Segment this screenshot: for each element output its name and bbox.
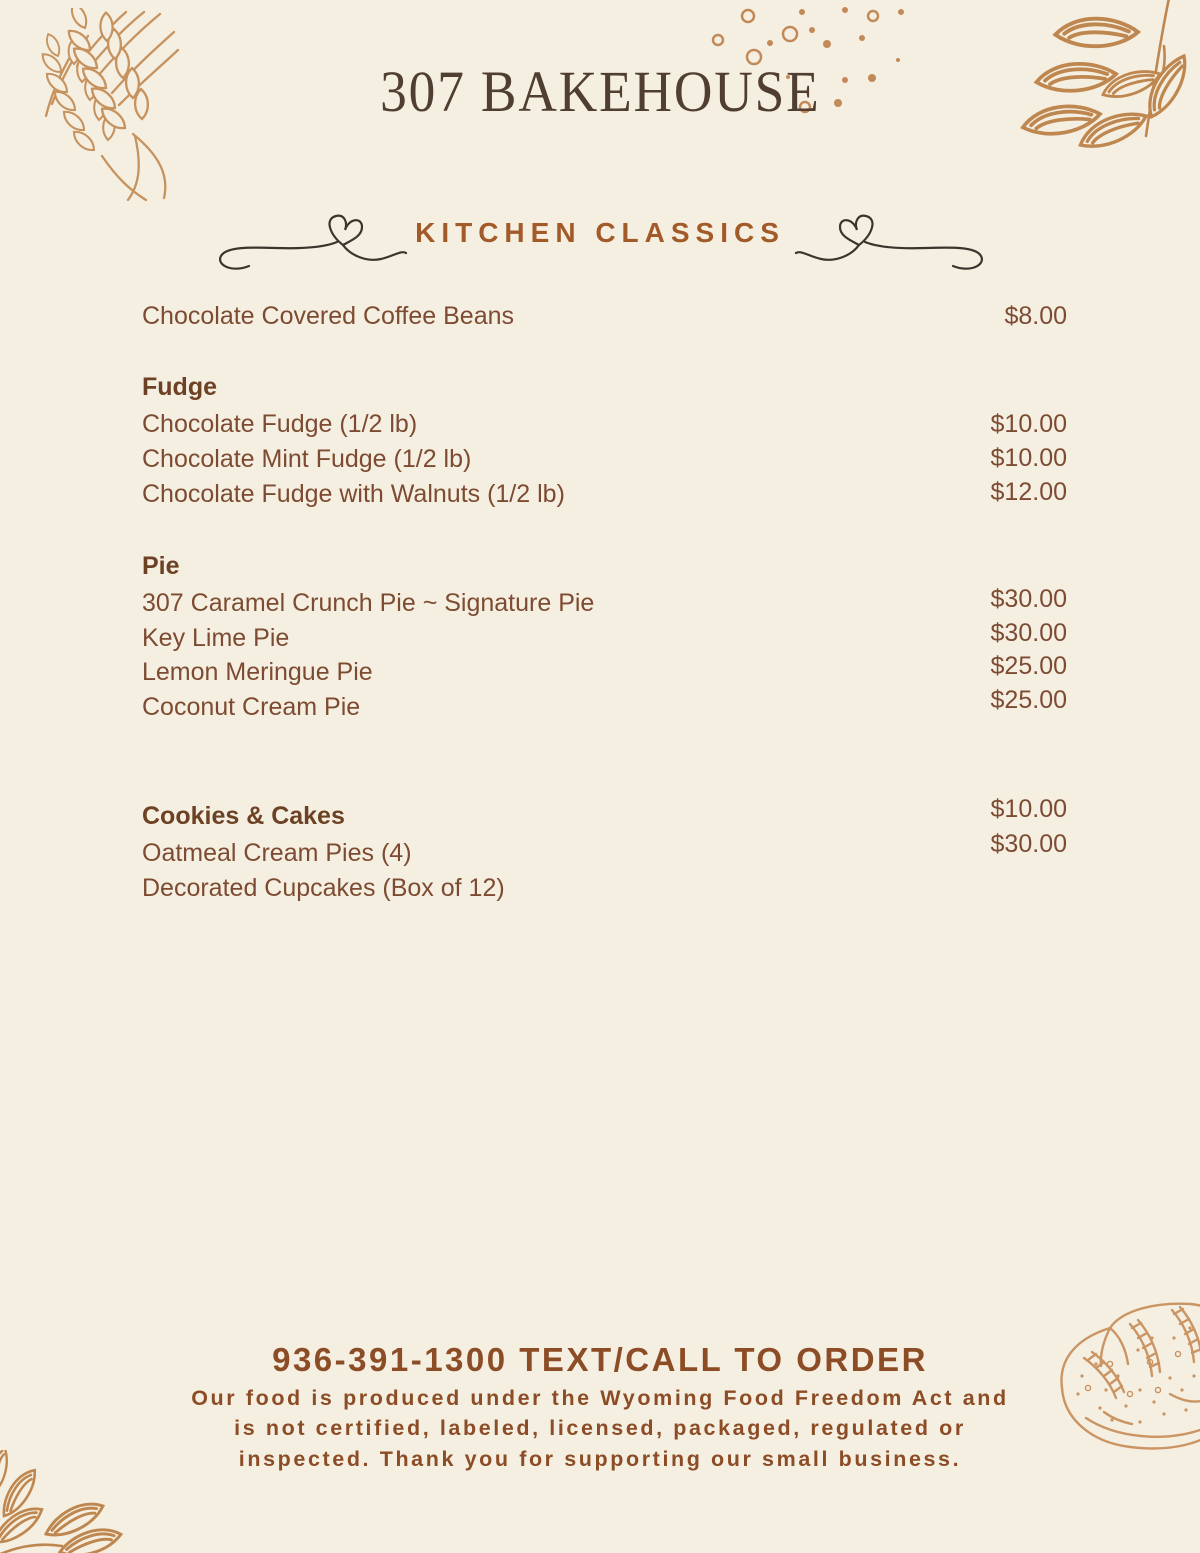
disclaimer-line: Our food is produced under the Wyoming Food Freedom Act and	[191, 1386, 1009, 1410]
menu-item-name: Key Lime Pie	[142, 623, 290, 652]
section-prices	[1004, 299, 1067, 334]
menu-section-pie	[142, 549, 1067, 724]
menu-item-name: Chocolate Fudge with Walnuts (1/2 lb)	[142, 480, 565, 508]
section-title: Pie	[142, 552, 180, 580]
section-banner: KITCHEN CLASSICS	[415, 217, 785, 248]
heart-flourish-right-icon	[794, 203, 990, 273]
menu-item-price: $25.00	[990, 652, 1067, 681]
page-title-wrap	[0, 59, 1200, 124]
menu-item-price: $25.00	[990, 685, 1067, 714]
section-items	[142, 407, 1067, 512]
menu-item-price: $30.00	[990, 585, 1067, 613]
disclaimer-line: is not certified, labeled, licensed, packaged, regulated or	[234, 1416, 966, 1441]
section-title: Cookies & Cakes	[142, 802, 345, 830]
menu-item-price: $10.00	[990, 795, 1067, 823]
menu-item-name: Coconut Cream Pie	[142, 692, 361, 721]
menu-item-name: Chocolate Covered Coffee Beans	[142, 302, 514, 330]
menu-item-price: $10.00	[990, 410, 1067, 438]
bread-loaf-illustration	[1052, 1296, 1200, 1471]
menu-item-name: Decorated Cupcakes (Box of 12)	[142, 874, 505, 902]
menu-item-price: $10.00	[990, 444, 1067, 472]
section-prices	[991, 407, 1067, 509]
leaf-corner-illustration	[0, 1450, 144, 1553]
order-phone-line: 936-391-1300 TEXT/CALL TO ORDER	[272, 1341, 928, 1378]
menu-item-price: $12.00	[990, 478, 1067, 506]
section-items	[142, 586, 1067, 724]
menu-item-name: Chocolate Fudge (1/2 lb)	[142, 410, 418, 438]
menu-section-fudge	[142, 370, 1067, 512]
disclaimer-text	[0, 1383, 1200, 1474]
menu-item-price: $30.00	[990, 618, 1067, 647]
section-prices	[991, 583, 1067, 717]
menu-item-name: 307 Caramel Crunch Pie ~ Signature Pie	[142, 589, 595, 617]
menu-item-name: Chocolate Mint Fudge (1/2 lb)	[142, 445, 472, 473]
section-items	[142, 299, 1067, 334]
menu-item-price: $8.00	[1004, 302, 1067, 330]
menu-section-0	[142, 299, 1067, 334]
page-title: 307 BAKEHOUSE	[379, 59, 821, 124]
menu-item-name: Lemon Meringue Pie	[142, 658, 373, 687]
menu-item-name: Oatmeal Cream Pies (4)	[142, 839, 412, 867]
disclaimer-line: inspected. Thank you for supporting our small business.	[238, 1446, 962, 1471]
section-prices	[991, 792, 1067, 862]
menu-item-price: $30.00	[990, 830, 1067, 858]
menu-section-cookies-cakes	[142, 795, 1067, 906]
section-items	[142, 836, 1067, 906]
section-title: Fudge	[142, 373, 217, 401]
